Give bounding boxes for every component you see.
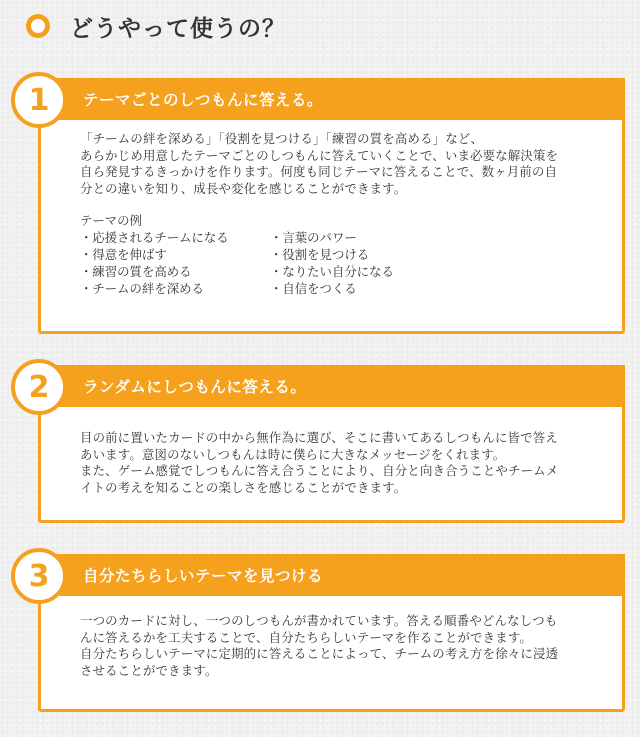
body-line: 「チームの絆を深める」「役割を見つける」「練習の質を高める」など、 <box>80 131 484 146</box>
example-item: ・チームの絆を深める <box>80 281 204 296</box>
section-body <box>80 131 616 197</box>
section-heading: テーマごとのしつもんに答える。 <box>34 78 625 120</box>
bullet-circle-icon <box>26 14 50 38</box>
example-item: ・言葉のパワー <box>270 230 357 245</box>
body-line: あらかじめ用意したテーマごとのしつもんに答えていくことで、いま必要な解決策を <box>80 147 559 163</box>
section-2 <box>0 365 640 523</box>
body-line: イトの考えを知ることの楽しさを感じることができます。 <box>80 479 407 495</box>
section-heading: ランダムにしつもんに答える。 <box>34 365 625 407</box>
section-heading: 自分たちらしいテーマを見つける <box>34 554 625 596</box>
step-number-badge: 3 <box>11 548 67 604</box>
body-line: んに答えるかを工夫することで、自分たちらしいテーマを作ることができます。 <box>80 629 533 645</box>
body-line: あいます。意図のないしつもんは時に僕らに大きなメッセージをくれます。 <box>80 446 506 462</box>
section-body <box>80 430 616 496</box>
step-number-badge: 1 <box>11 72 67 128</box>
theme-examples <box>80 212 460 297</box>
section-body <box>80 613 616 679</box>
body-line: 自ら発見するきっかけを作ります。何度も同じテーマに答えることで、数ヶ月前の自 <box>80 164 558 180</box>
section-1 <box>0 78 640 334</box>
example-item: ・自信をつくる <box>270 281 357 296</box>
example-item: ・応援されるチームになる <box>80 230 229 245</box>
page-header <box>26 12 286 40</box>
examples-column-right <box>270 229 460 297</box>
body-line: 分との違いを知り、成長や変化を感じることができます。 <box>80 180 407 196</box>
example-item: ・練習の質を高める <box>80 264 192 279</box>
example-item: ・役割を見つける <box>270 247 370 262</box>
body-line: また、ゲーム感覚でしつもんに答え合うことにより、自分と向き合うことやチームメ <box>80 463 559 479</box>
body-line: 目の前に置いたカードの中から無作為に選び、そこに書いてあるしつもんに皆で答え <box>80 430 558 445</box>
example-item: ・得意を伸ばす <box>80 247 167 262</box>
step-number-badge: 2 <box>11 359 67 415</box>
page-title: どうやって使うの？ <box>70 15 286 42</box>
body-line: させることができます。 <box>80 662 218 678</box>
body-line: 自分たちらしいテーマに定期的に答えることによって、チームの考え方を徐々に浸透 <box>80 646 559 662</box>
examples-column-left <box>80 229 270 297</box>
body-line: 一つのカードに対し、一つのしつもんが書かれています。答える順番やどんなしつも <box>80 613 558 628</box>
examples-title: テーマの例 <box>80 213 142 228</box>
section-3 <box>0 554 640 712</box>
example-item: ・なりたい自分になる <box>270 264 394 279</box>
